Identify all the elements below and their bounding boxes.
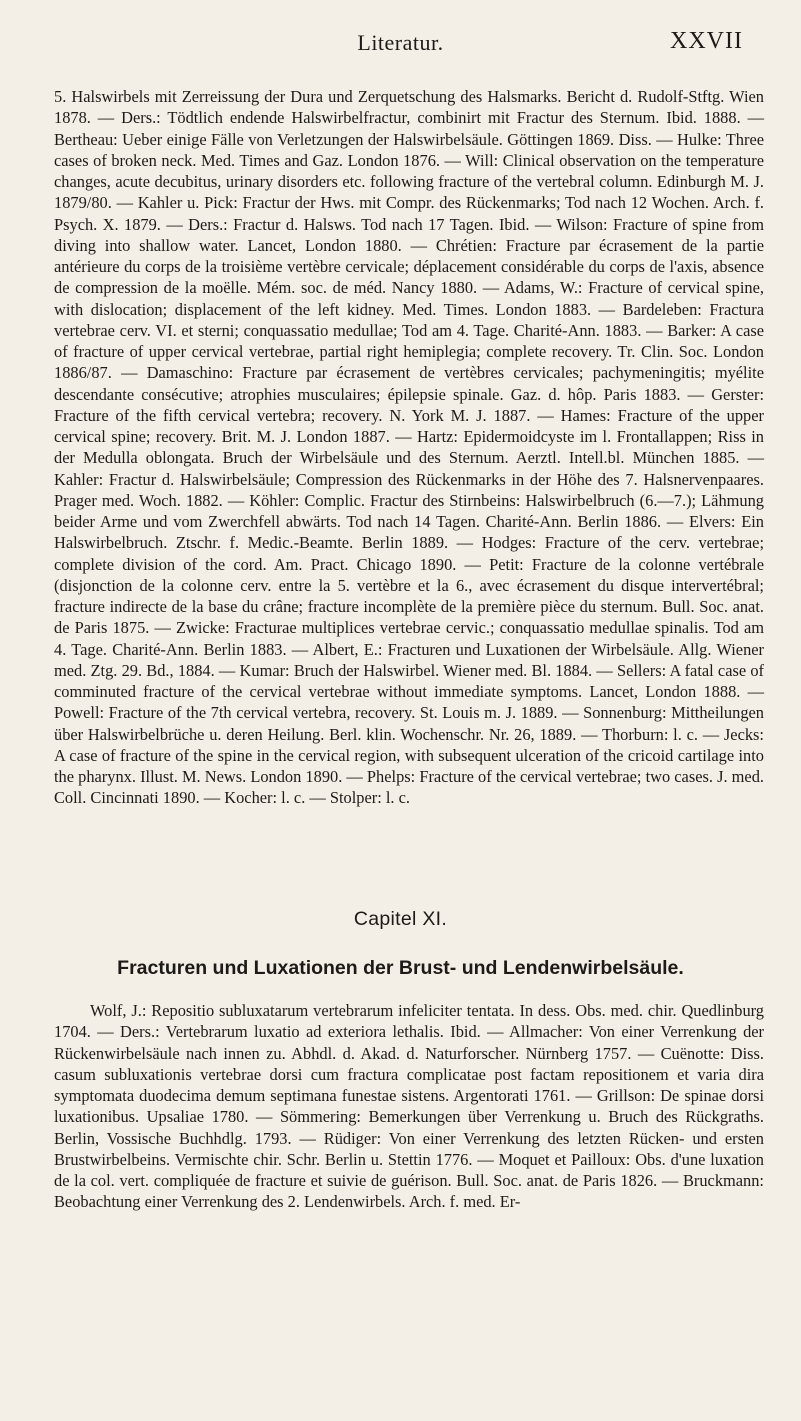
running-title: Literatur. bbox=[357, 30, 444, 55]
chapter-heading bbox=[0, 908, 801, 980]
bibliography-text-thoracolumbar: Wolf, J.: Repositio subluxatarum vertebrarum infeliciter tentata. In dess. Obs. med. chir. Quedlinburg 1704. — Ders.: Vertebrarum luxatio ad exteriora lethalis. Ibid. — Allmacher: Von einer Verrenkung der Rückenwirbelsäule nach innen zu. Abhdl. d. Akad. d. Naturforscher. Nürnberg 1757. — Cuënotte: Diss. casum subluxationis vertebrae dorsi cum fractura complicatae post factam repositionem et varia dira symptomata duodecima demum septimana funestae sistens. Argentorati 1761. — Grillson: De spinae dorsi luxationibus. Upsaliae 1780. — Sömmering: Bemerkungen über Verrenkung u. Bruch des Rückgraths. Berlin, Vossische Buchhdlg. 1793. — Rüdiger: Von einer Verrenkung des letzten Rücken- und ersten Brustwirbelbeins. Vermischte chir. Schr. Berlin u. Stettin 1776. — Moquet et Pailloux: Obs. d'une luxation de la col. vert. compliquée de fracture et suivie de guérison. Bull. Soc. anat. de Paris 1826. — Bruckmann: Beobachtung einer Verrenkung des 2. Lendenwirbels. Arch. f. med. Er- bbox=[54, 1001, 764, 1212]
chapter-title: Fracturen und Luxationen der Brust- und Lendenwirbelsäule. bbox=[117, 957, 684, 979]
chapter-number: Capitel XI. bbox=[353, 908, 448, 930]
bibliography-paragraph: 5. Halswirbels mit Zerreissung der Dura und Zerquetschung des Halsmarks. Bericht d. Rudolf-Stftg. Wien 1878. — Ders.: Tödtlich endende Halswirbelfractur, combinirt mit Fractur des Sternum. Ibid. 1888. — Bertheau: Ueber einige Fälle von Verletzungen der Halswirbelsäule. Göttingen 1869. Diss. — Hulke: Three cases of broken neck. Med. Times and Gaz. London 1876. — Will: Clinical observation on the temperature changes, acute decubitus, urinary disorders etc. following fracture of the vertebral column. Edinburgh M. J. 1879/80. — Kahler u. Pick: Fractur der Hws. mit Compr. des Rückenmarks; Tod nach 12 Wochen. Arch. f. Psych. X. 1879. — Ders.: Fractur d. Halsws. Tod nach 17 Tagen. Ibid. — Wilson: Fracture of spine from diving into shallow water. Lancet, London 1880. — Chrétien: Fracture par écrasement de la partie antérieure du corps de la troisième vertèbre cervicale; déplacement considérable du corps de l'axis, absence de compression de la moëlle. Mém. soc. de méd. Nancy 1880. — Adams, W.: Fracture of cervical spine, with dislocation; displacement of the left kidney. Med. Times. London 1883. — Bardeleben: Fractura vertebrae cerv. VI. et sterni; conquassatio medullae; Tod am 4. Tage. Charité-Ann. 1883. — Barker: A case of fracture of upper cervical vertebrae, partial right hemiplegia; complete recovery. Tr. Clin. Soc. London 1886/87. — Damaschino: Fracture par écrasement de vertèbres cervicales; pachymeningitis; myélite descendante consécutive; atrophies musculaires; épilepsie spinale. Gaz. d. hôp. Paris 1883. — Gerster: Fracture of the fifth cervical vertebra; recovery. N. York M. J. 1887. — Hames: Fracture of the upper cervical spine; recovery. Brit. M. J. London 1887. — Hartz: Epidermoidcyste im l. Frontallappen; Riss in der Medulla oblongata. Bruch der Wirbelsäule und des Sternum. Aerztl. Intell.bl. München 1885. — Kahler: Fractur d. Halswirbelsäule; Compression des Rückenmarks in der Höhe des 7. Halsnervenpaares. Prager med. Woch. 1882. — Köhler: Complic. Fractur des Stirnbeins: Halswirbelbruch (6.—7.); Lähmung beider Arme und vom Zwerchfell abwärts. Tod nach 14 Tagen. Charité-Ann. Berlin 1886. — Elvers: Ein Halswirbelbruch. Ztschr. f. Medic.-Beamte. Berlin 1889. — Hodges: Fracture of the cerv. vertebrae; complete division of the cord. Am. Pract. Chicago 1890. — Petit: Fracture de la colonne vertébrale (disjonction de la colonne cerv. entre la 5. vertèbre et la 6., avec écrasement du disque intervertébral; fracture indirecte de la base du crâne; fracture incomplète de la première pièce du sternum. Bull. Soc. anat. de Paris 1875. — Zwicke: Fracturae multiplices vertebrae cervic.; conquassatio medullae spinalis. Tod am 4. Tage. Charité-Ann. Berlin 1883. — Albert, E.: Fracturen und Luxationen der Wirbelsäule. Allg. Wiener med. Ztg. 29. Bd., 1884. — Kumar: Bruch der Halswirbel. Wiener med. Bl. 1884. — Sellers: A fatal case of comminuted fracture of the cervical vertebrae without immediate symptoms. Lancet, London 1888. — Powell: Fracture of the 7th cervical vertebra, recovery. St. Louis m. J. 1889. — Sonnenburg: Mittheilungen über Halswirbelbrüche u. deren Heilung. Berl. klin. Wochenschr. Nr. 26, 1889. — Thorburn: l. c. — Jecks: A case of fracture of the spine in the cervical region, with subsequent ulceration of the cricoid cartilage into the pharynx. Illust. M. News. London 1890. — Phelps: Fracture of the cervical vertebrae; two cases. J. med. Coll. Cincinnati 1890. — Kocher: l. c. — Stolper: l. c. bbox=[54, 87, 764, 808]
page-header bbox=[0, 26, 801, 66]
bibliography-text-cervical bbox=[54, 86, 764, 809]
page-number: XXVII bbox=[670, 28, 743, 54]
